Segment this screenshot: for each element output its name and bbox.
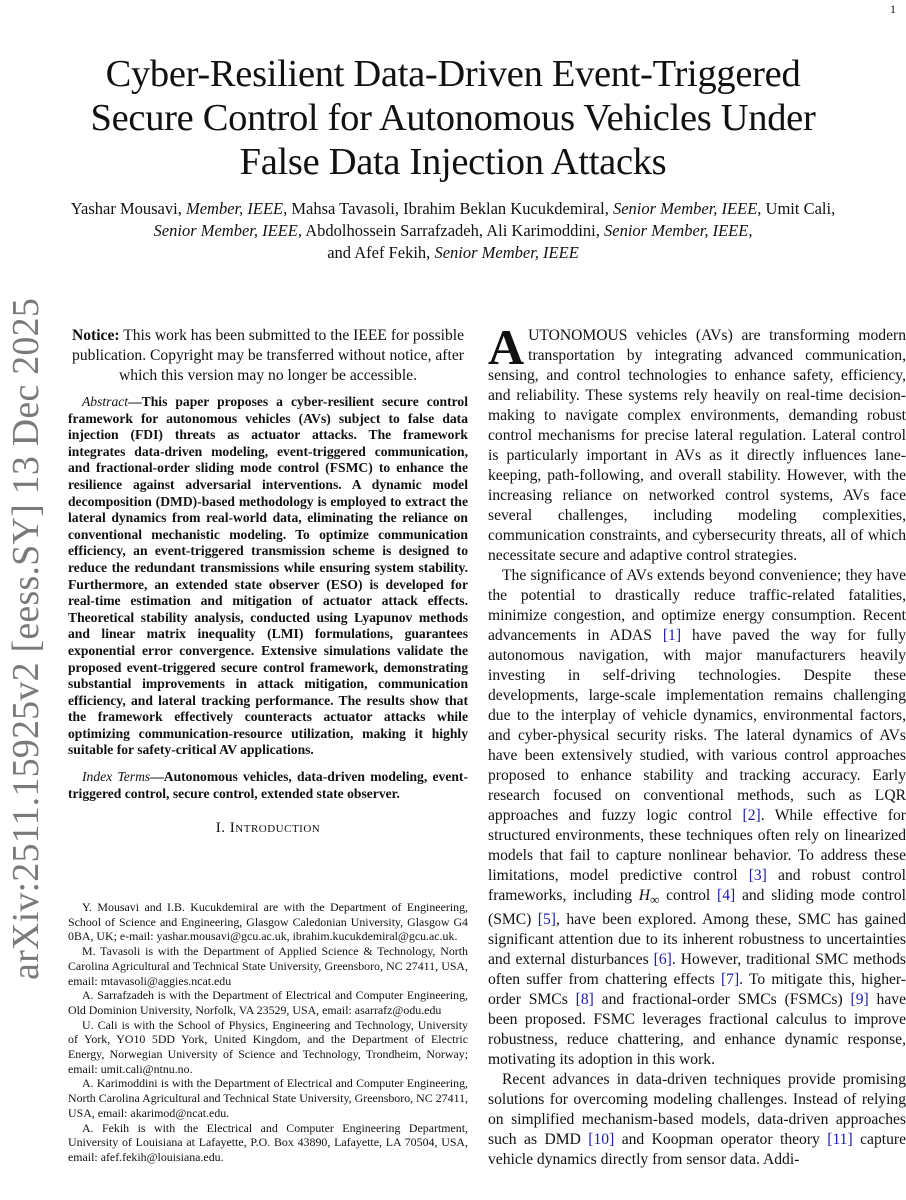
author-membership: Member, IEEE, xyxy=(185,199,288,218)
footnote: A. Fekih is with the Electrical and Computer Engineering Department, University of Louisiana at Lafayette, P.O. Box 43890, Lafayette, LA 70504, USA, email: afef.fekih@louisiana.edu. xyxy=(68,1120,468,1164)
section-title: Introduction xyxy=(229,820,321,837)
paragraph xyxy=(488,566,906,1070)
citation-link[interactable]: [8] xyxy=(575,991,594,1009)
abstract xyxy=(68,394,468,759)
citation-link[interactable]: [10] xyxy=(588,1131,615,1149)
notice-label: Notice: xyxy=(71,327,120,344)
paragraph-text: , have been explored. Among these, SMC has gained significant attention due to its inherent robustness to uncertainties and external disturbances xyxy=(488,911,906,969)
section-heading-introduction xyxy=(68,820,468,837)
citation-link[interactable]: [5] xyxy=(537,911,556,929)
citation-link[interactable]: [3] xyxy=(748,867,767,884)
notice-text: This work has been submitted to the IEEE for possible publication. Copyright may be transferred without notice, after which this version may no longer be accessible. xyxy=(72,327,465,384)
paragraph-text: Recent advances in data-driven techniques provide promising solutions for overcoming modeling challenges. Instead of relying on simplified mechanism-based models, data-driven approaches such as DMD xyxy=(488,1071,906,1149)
copyright-notice xyxy=(68,326,468,386)
footnote: A. Sarrafzadeh is with the Department of Electrical and Computer Engineering, Old Dominion University, Norfolk, VA 23529, USA, email: asarrafz@odu.edu xyxy=(68,988,468,1017)
abstract-label: Abstract xyxy=(82,394,129,409)
author-name: Abdolhossein Sarrafzadeh, Ali Karimoddini, xyxy=(305,221,600,240)
paragraph-text: and Koopman operator theory xyxy=(614,1131,828,1149)
footnote: Y. Mousavi and I.B. Kucukdemiral are with the Department of Engineering, School of Science and Engineering, Glasgow Caledonian University, Glasgow G4 0BA, UK; e-mail: yashar.mousavi@gcu.ac.uk, ibrahim.kucukdemiral@gcu.ac.uk. xyxy=(68,900,468,944)
paragraph-text: have paved the way for fully autonomous navigation, with major manufacturers heavily investing in self-driving technologies. Despite these developments, large-scale implementation remains challenging due to the interplay of vehicle dynamics, environmental factors, and cyber-physical security risks. The lateral dynamics of AVs have been extensively studied, with various control approaches proposed to enhance stability and tracking accuracy. Early research focused on conventional methods, such as LQR approaches and fuzzy logic control xyxy=(488,627,906,824)
author-membership: Senior Member, IEEE, xyxy=(153,221,302,240)
author-membership: Senior Member, IEEE, xyxy=(612,199,762,218)
math-subscript-infinity: ∞ xyxy=(650,892,660,908)
author-name: Umit Cali, xyxy=(765,199,836,218)
drop-cap: A xyxy=(488,319,525,375)
paragraph xyxy=(488,1070,906,1170)
author-membership: Senior Member, IEEE xyxy=(434,243,579,262)
author-membership: Senior Member, IEEE, xyxy=(604,221,753,240)
citation-link[interactable]: [11] xyxy=(827,1131,853,1149)
paragraph-text: control xyxy=(659,887,718,904)
citation-link[interactable]: [7] xyxy=(720,971,740,989)
index-terms-label: Index Terms xyxy=(82,769,151,785)
author-list xyxy=(55,198,851,264)
arxiv-identifier-stamp: arXiv:2511.15925v2 [eess.SY] 13 Dec 2025 xyxy=(5,297,47,980)
lead-word: UTONOMOUS xyxy=(528,327,628,344)
page-number: 1 xyxy=(890,2,896,16)
paper-title: Cyber-Resilient Data-Driven Event-Triggered Secure Control for Autonomous Vehicles Under False Data Injection Attacks xyxy=(90,53,816,183)
left-column xyxy=(68,326,468,837)
section-number: I. xyxy=(215,820,226,837)
index-terms xyxy=(68,769,468,802)
citation-link[interactable]: [6] xyxy=(653,951,672,969)
paragraph-text: have been proposed. FSMC leverages fractional calculus to improve robustness, reduce chattering, and enhance dynamic response, motivating its adoption in this work. xyxy=(488,991,906,1069)
paragraph-text: . However, traditional SMC methods often suffer from chattering effects xyxy=(488,951,906,989)
citation-link[interactable]: [9] xyxy=(850,991,869,1009)
author-name: and Afef Fekih, xyxy=(327,243,431,262)
author-affiliation-footnotes xyxy=(68,900,468,1165)
math-h-infinity: H xyxy=(638,887,651,904)
paragraph-text: vehicles (AVs) are transforming modern transportation by integrating advanced communication, sensing, and control technologies to enhance safety, efficiency, and reliability. These systems rely heavily on real-time decision-making to navigate complex environments, demanding robust control mechanisms for precise lateral regulation. Lateral control is particularly important in AVs as it directly influences lane-keeping, path-following, and overall stability. However, with the increasing reliance on networked control systems, AVs face several challenges, including modeling complexities, communication constraints, and cybersecurity threats, all of which necessitate secure and adaptive control strategies. xyxy=(488,327,906,564)
paragraph xyxy=(488,319,906,566)
index-terms-text: —Autonomous vehicles, data-driven modeling, event-triggered control, secure control, extended state observer. xyxy=(68,769,468,801)
paragraph-text: and fractional-order SMCs (FSMCs) xyxy=(593,991,851,1009)
paragraph-text: and robust control frameworks, including xyxy=(488,867,906,904)
footnote: A. Karimoddini is with the Department of Electrical and Computer Engineering, North Carolina Agricultural and Technical State University, Greensboro, NC 27411, USA, email: akarimod@ncat.edu. xyxy=(68,1076,468,1120)
paragraph-text: . While effective for structured environments, these techniques often rely on linearized models that fail to capture nonlinear behavior. To address these limitations, model predictive control xyxy=(488,807,906,884)
citation-link[interactable]: [4] xyxy=(717,887,736,904)
abstract-text: —This paper proposes a cyber-resilient secure control framework for autonomous vehicles (AVs) subject to false data injection (FDI) threats as actuator attacks. The framework integrates data-driven modeling, event-triggered communication, and fractional-order sliding mode control (FSMC) to enhance the resilience against adversarial interventions. A dynamic model decomposition (DMD)-based methodology is employed to extract the lateral dynamics from real-world data, eliminating the reliance on conventional mechanistic modeling. To optimize communication efficiency, an event-triggered transmission scheme is designed to reduce the redundant transmissions while ensuring system stability. Furthermore, an extended state observer (ESO) is developed for real-time estimation and mitigation of actuator attack effects. Theoretical stability analysis, conducted using Lyapunov methods and linear matrix inequality (LMI) formulations, guarantees exponential error convergence. Extensive simulations validate the proposed event-triggered secure control framework, demonstrating substantial improvements in attack mitigation, communication efficiency, and lateral tracking performance. The results show that the framework effectively counteracts actuator attacks while optimizing communication-resource utilization, making it highly suitable for safety-critical AV applications. xyxy=(68,394,468,758)
author-name: Yashar Mousavi, xyxy=(70,199,182,218)
right-column-introduction xyxy=(488,319,906,1170)
citation-link[interactable]: [2] xyxy=(742,807,761,824)
paragraph-text: The significance of AVs extends beyond convenience; they have the potential to drastically reduce traffic-related fatalities, minimize congestion, and optimize energy consumption. Recent advancements in ADAS xyxy=(488,567,906,644)
footnote: M. Tavasoli is with the Department of Applied Science & Technology, North Carolina Agricultural and Technical State University, Greensboro, NC 27411, USA, email: mtavasoli@aggies.ncat.edu xyxy=(68,944,468,988)
paragraph-text: . To mitigate this, higher-order SMCs xyxy=(488,971,906,1009)
footnote: U. Cali is with the School of Physics, Engineering and Technology, University of York, YO10 5DD York, United Kingdom, and the Department of Electric Energy, Norwegian University of Science and Technology, Trondheim, Norway; email: umit.cali@ntnu.no. xyxy=(68,1017,468,1076)
citation-link[interactable]: [1] xyxy=(662,627,682,644)
paragraph-text: and sliding mode control (SMC) xyxy=(488,887,906,929)
paragraph-text: capture vehicle dynamics directly from sensor data. Addi- xyxy=(488,1131,906,1169)
author-name: Mahsa Tavasoli, Ibrahim Beklan Kucukdemiral, xyxy=(291,199,609,218)
